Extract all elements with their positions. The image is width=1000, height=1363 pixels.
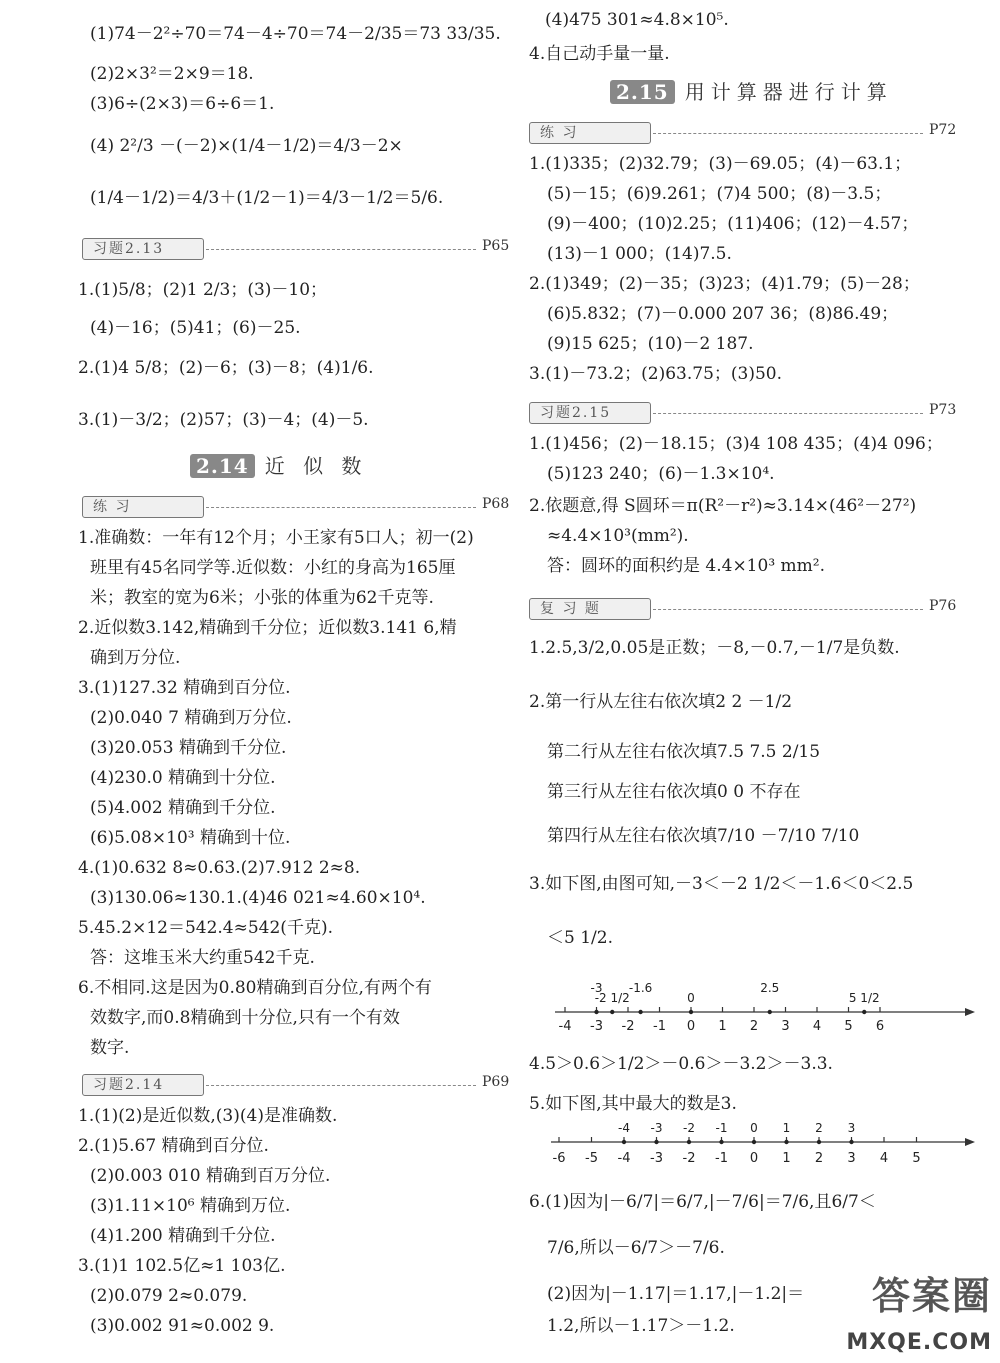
answer-line: (2)因为|－1.17|＝1.17,|－1.2|＝ [547,1284,805,1304]
answer-line: (5)4.002 精确到千分位. [90,798,276,818]
answer-line: (4) 2²/3 －(－2)×(1/4－1/2)＝4/3－2× [90,136,403,156]
exercise-header-2-14 [82,1074,510,1096]
section-title-2-14 [190,450,367,479]
answer-line: (4)230.0 精确到十分位. [90,768,276,788]
answer-line: 3.(1)－3/2；(2)57；(3)－4；(4)－5. [78,410,369,430]
answer-line: 1.2.5,3/2,0.05是正数；－8,－0.7,－1/7是负数. [529,638,900,658]
tick-label: 1 [718,1019,727,1034]
section-tag: 练 习 [82,496,204,518]
number-line-2 [551,1116,975,1172]
section-tag: 练 习 [529,122,651,144]
answer-line: 第二行从左往右依次填7.5 7.5 2/15 [547,742,821,762]
point-label: 0 [750,1121,758,1135]
tick-label: 3 [781,1019,790,1034]
answer-line: (13)－1 000；(14)7.5. [547,244,732,264]
answer-line: (4)475 301≈4.8×10⁵. [545,10,729,30]
answer-line: (9)－400；(10)2.25；(11)406；(12)－4.57； [547,214,919,234]
header-divider [653,413,923,414]
answer-line: (4)－16；(5)41；(6)－25. [90,318,301,338]
tick-label: 5 [912,1151,921,1166]
page-reference: P65 [482,238,510,254]
page-reference: P76 [929,598,957,614]
tick-label: -2 [682,1151,696,1166]
answer-line: 答：圆环的面积约是 4.4×10³ mm². [547,556,825,576]
header-divider [206,507,476,508]
answer-line: 4.自己动手量一量. [529,44,670,64]
header-divider [653,609,923,610]
answer-line: 3.(1)－73.2；(2)63.75；(3)50. [529,364,783,384]
data-point [610,1010,614,1014]
answer-line: 2.依题意,得 S圆环＝π(R²－r²)≈3.14×(46²－27²) [529,496,917,516]
answer-line: ＜5 1/2. [547,928,613,948]
point-label: 1 [782,1121,791,1135]
answer-line: (4)1.200 精确到千分位. [90,1226,276,1246]
answer-line: (1)74－2²÷70＝74－4÷70＝74－2/35＝73 33/35. [90,24,501,44]
tick-label: -3 [650,1151,663,1166]
header-divider [206,249,476,250]
answer-line: ≈4.4×10³(mm²). [547,526,689,546]
watermark-brand: 答案圈 [871,1274,992,1318]
exercise-header-2-13 [82,238,510,260]
point-label: -2 1/2 [594,991,630,1005]
point-label: -1.6 [628,981,653,995]
point-label: 2.5 [760,981,780,995]
tick-label: -3 [590,1019,603,1034]
tick-label: 3 [847,1151,856,1166]
point-label: 0 [687,991,695,1005]
number-line-1 [555,968,975,1038]
answer-line: 2.(1)5.67 精确到百分位. [78,1136,269,1156]
answer-line: 第三行从左往右依次填0 0 不存在 [547,782,801,802]
section-title-2-15 [610,76,893,105]
answer-line: (3)1.11×10⁶ 精确到万位. [90,1196,291,1216]
data-point [689,1010,693,1014]
answer-line: 答：这堆玉米大约重542千克. [90,948,315,968]
answer-line: 2.(1)349；(2)－35；(3)23；(4)1.79；(5)－28； [529,274,920,294]
point-label: 2 [815,1121,823,1135]
data-point [752,1140,756,1144]
header-divider [653,133,923,134]
section-name: 近 似 数 [264,454,368,478]
answer-line: 3.如下图,由图可知,－3＜－2 1/2＜－1.6＜0＜2.5 [529,874,914,894]
tick-label: 4 [879,1151,889,1166]
tick-label: 1 [782,1151,791,1166]
answer-line: (5)123 240；(6)－1.3×10⁴. [547,464,775,484]
watermark-logo [846,1265,992,1355]
answer-line: 7/6,所以－6/7＞－7/6. [547,1238,725,1258]
answer-line: 6.(1)因为|－6/7|＝6/7,|－7/6|＝7/6,且6/7＜ [529,1192,876,1212]
data-point [862,1010,866,1014]
answer-line: 6.不相同.这是因为0.80精确到百分位,有两个有 [78,978,432,998]
page-reference: P73 [929,402,957,418]
data-point [817,1140,821,1144]
answer-line: 5.如下图,其中最大的数是3. [529,1094,737,1114]
page-reference: P69 [482,1074,510,1090]
answer-line: 4.5＞0.6＞1/2＞－0.6＞－3.2＞－3.3. [529,1054,833,1074]
point-label: -3 [590,981,603,995]
answer-line: 3.(1)127.32 精确到百分位. [78,678,291,698]
tick-label: 6 [875,1019,885,1034]
watermark-url: MXQE.COM [846,1330,992,1355]
tick-label: 0 [686,1019,696,1034]
answer-line: 确到万分位. [90,648,181,668]
answer-line: (6)5.08×10³ 精确到十位. [90,828,291,848]
answer-line: 2.(1)4 5/8；(2)－6；(3)－8；(4)1/6. [78,358,374,378]
answer-line: 1.(1)335；(2)32.79；(3)－69.05；(4)－63.1； [529,154,912,174]
axis-arrow-icon [965,1138,975,1146]
tick-label: 0 [749,1151,759,1166]
point-label: -3 [650,1121,663,1135]
data-point [594,1010,598,1014]
answer-line: (1/4－1/2)＝4/3＋(1/2－1)＝4/3－1/2＝5/6. [90,188,444,208]
tick-label: -1 [715,1151,728,1166]
data-point [687,1140,691,1144]
answer-line: 效数字,而0.8精确到十分位,只有一个有效 [90,1008,400,1028]
header-divider [206,1085,476,1086]
data-point [784,1140,788,1144]
tick-label: 2 [814,1151,824,1166]
data-point [849,1140,853,1144]
data-point [622,1140,626,1144]
section-tag: 复 习 题 [529,598,651,620]
answer-line: (3)20.053 精确到千分位. [90,738,287,758]
point-label: -2 [683,1121,695,1135]
answer-line: 1.(1)5/8；(2)1 2/3；(3)－10； [78,280,328,300]
answer-line: (3)130.06≈130.1.(4)46 021≈4.60×10⁴. [90,888,426,908]
data-point [654,1140,658,1144]
data-point [638,1010,642,1014]
tick-label: -4 [617,1151,631,1166]
answer-line: 5.45.2×12＝542.4≈542(千克). [78,918,333,938]
answer-line: 2.近似数3.142,精确到千分位；近似数3.141 6,精 [78,618,457,638]
section-number: 2.15 [610,80,675,104]
tick-label: -1 [653,1019,666,1034]
answer-line: (2)0.040 7 精确到万分位. [90,708,292,728]
answer-line: (2)0.003 010 精确到百万分位. [90,1166,331,1186]
tick-label: -2 [621,1019,635,1034]
answer-line: (6)5.832；(7)－0.000 207 36；(8)86.49； [547,304,899,324]
answer-line: 1.(1)456；(2)－18.15；(3)4 108 435；(4)4 096； [529,434,943,454]
data-point [719,1140,723,1144]
tick-label: -5 [585,1151,598,1166]
answer-line: (9)15 625；(10)－2 187. [547,334,754,354]
point-label: -4 [618,1121,630,1135]
answer-line: (2)0.079 2≈0.079. [90,1286,248,1306]
answer-line: 4.(1)0.632 8≈0.63.(2)7.912 2≈8. [78,858,361,878]
tick-label: 4 [812,1019,822,1034]
answer-line: (3)6÷(2×3)＝6÷6＝1. [90,94,275,114]
answer-line: 1.2,所以－1.17＞－1.2. [547,1316,735,1336]
tick-label: -6 [552,1151,566,1166]
data-point [768,1010,772,1014]
tick-label: -4 [558,1019,572,1034]
answer-line: 数字. [90,1038,130,1058]
section-tag: 习题2.13 [82,238,204,260]
page-reference: P72 [929,122,957,138]
practice-header-2-14 [82,496,510,518]
tick-label: 2 [749,1019,759,1034]
answer-line: 班里有45名同学等.近似数：小红的身高为165厘 [90,558,456,578]
point-label: 3 [847,1121,856,1135]
practice-header-2-15 [529,122,969,144]
section-number: 2.14 [190,454,255,478]
page-reference: P68 [482,496,510,512]
tick-label: 5 [844,1019,853,1034]
exercise-header-2-15 [529,402,969,424]
axis-arrow-icon [965,1008,975,1016]
answer-line: (3)0.002 91≈0.002 9. [90,1316,275,1336]
answer-line: 1.准确数：一年有12个月；小王家有5口人；初一(2) [78,528,474,548]
answer-line: 2.第一行从左往右依次填2 2 －1/2 [529,692,793,712]
point-label: -1 [715,1121,728,1135]
answer-line: 第四行从左往右依次填7/10 －7/10 7/10 [547,826,860,846]
answer-line: 米；教室的宽为6米；小张的体重为62千克等. [90,588,434,608]
answer-line: (2)2×3²＝2×9＝18. [90,64,254,84]
section-tag: 习题2.14 [82,1074,204,1096]
answer-line: 1.(1)(2)是近似数,(3)(4)是准确数. [78,1106,338,1126]
answer-line: 3.(1)1 102.5亿≈1 103亿. [78,1256,286,1276]
section-tag: 习题2.15 [529,402,651,424]
review-header [529,598,969,620]
answer-line: (5)－15；(6)9.261；(7)4 500；(8)－3.5； [547,184,892,204]
point-label: 5 1/2 [848,991,880,1005]
section-name: 用计算器进行计算 [684,80,893,104]
